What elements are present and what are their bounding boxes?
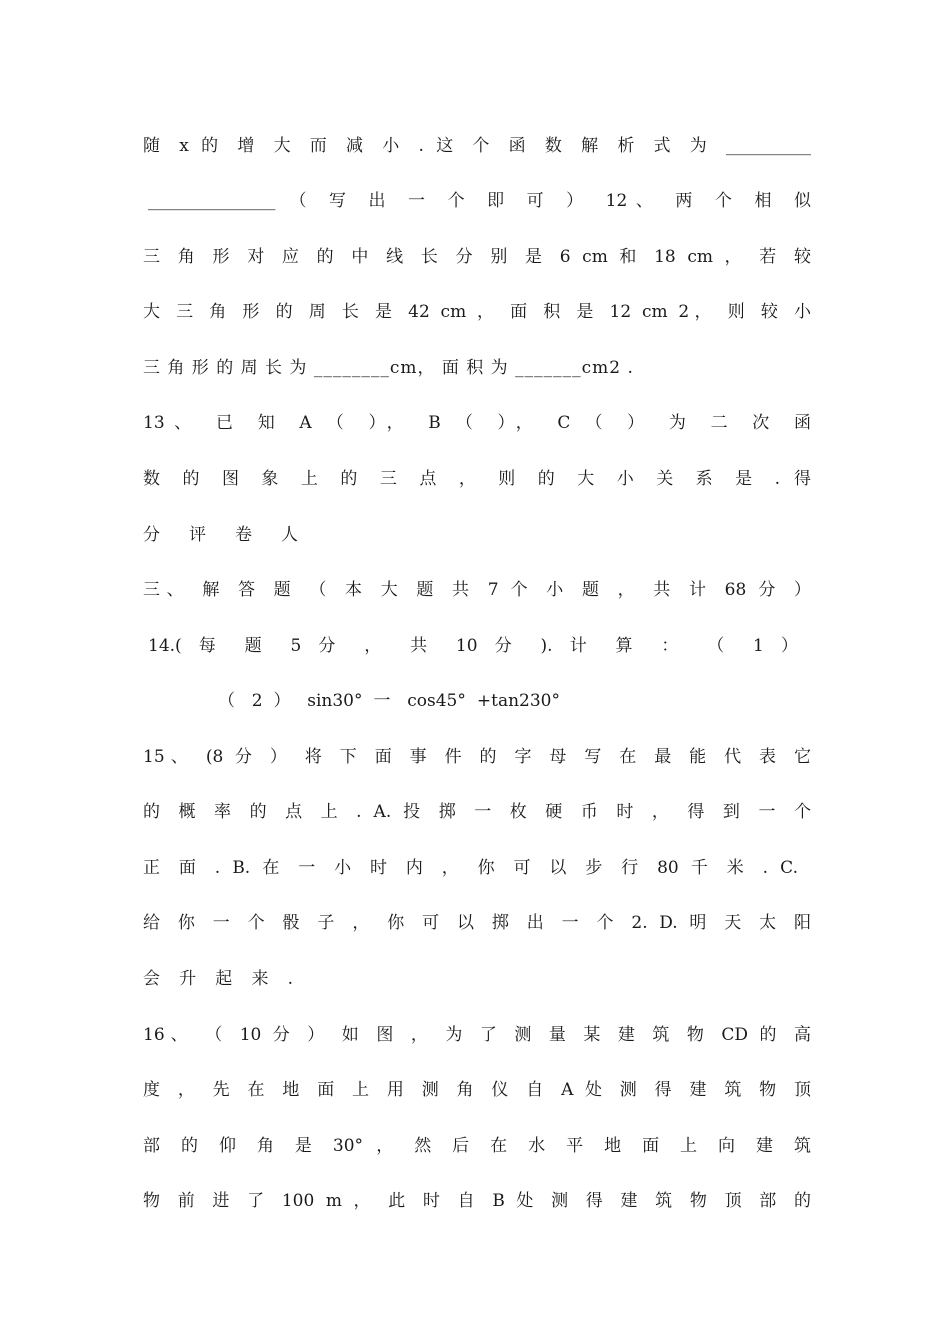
text-line: 三 角 形 对 应 的 中 线 长 分 别 是 6 cm 和 18 cm ， 若 较 — [143, 247, 811, 267]
text-line: 部 的 仰 角 是 30° ， 然 后 在 水 平 地 面 上 向 建 筑 — [143, 1136, 811, 1156]
text-line: 大 三 角 形 的 周 长 是 42 cm ， 面 积 是 12 cm 2， 则 较 小 — [143, 302, 811, 322]
text-line: 给 你 一 个 骰 子 ， 你 可 以 掷 出 一 个 2. D. 明 天 太 阳 — [143, 913, 811, 933]
text-line: _______________ （ 写 出 一 个 即 可 ） 12、 两 个 相 似 — [148, 191, 811, 211]
text-line: 数 的 图 象 上 的 三 点 ， 则 的 大 小 关 系 是 . 得 — [143, 469, 811, 489]
section-heading: 三、 解 答 题 （ 本 大 题 共 7 个 小 题 ， 共 计 68 分 ） — [143, 580, 811, 600]
text-line: 物 前 进 了 100 m ， 此 时 自 B 处 测 得 建 筑 物 顶 部 的 — [143, 1191, 811, 1211]
text-line: 正 面 . B. 在 一 小 时 内 ， 你 可 以 步 行 80 千 米 . C. — [143, 858, 798, 878]
text-line: 分 评 卷 人 — [143, 525, 298, 545]
text-line: （ 2 ） sin30° 一 cos45° +tan230° — [218, 691, 560, 711]
text-line: 随 x 的 增 大 而 减 小 . 这 个 函 数 解 析 式 为 __________ — [143, 136, 811, 156]
text-line: 15、 (8 分 ） 将 下 面 事 件 的 字 母 写 在 最 能 代 表 它 — [143, 747, 811, 767]
text-line: 的 概 率 的 点 上 . A. 投 掷 一 枚 硬 币 时 ， 得 到 一 个 — [143, 802, 811, 822]
text-line: 13、 已 知 A （ ）， B （ ）， C （ ） 为 二 次 函 — [143, 413, 811, 433]
text-line: 度 ， 先 在 地 面 上 用 测 角 仪 自 A 处 测 得 建 筑 物 顶 — [143, 1080, 811, 1100]
text-line: 16、 （ 10 分 ） 如 图 ， 为 了 测 量 某 建 筑 物 CD 的 高 — [143, 1025, 811, 1045]
text-line: 三 角 形 的 周 长 为 ________cm， 面 积 为 _______cm2 . — [143, 358, 634, 378]
text-line: 14.( 每 题 5 分 ， 共 10 分 ). 计 算 ： （ 1 ） — [148, 636, 798, 656]
text-line: 会 升 起 来 . — [143, 969, 293, 989]
